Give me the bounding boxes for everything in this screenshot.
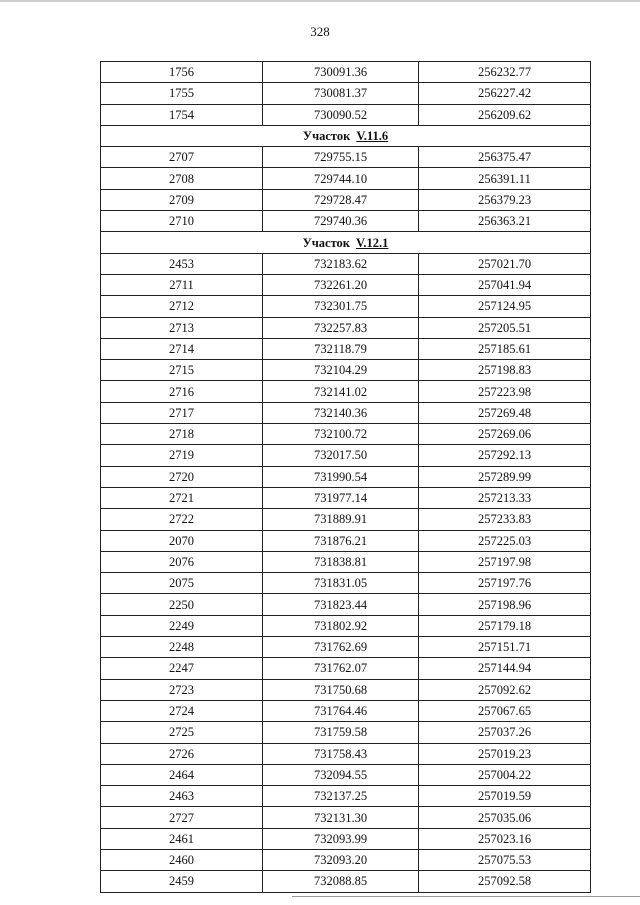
x-coordinate-cell: 732093.99 [263,828,419,849]
y-coordinate-cell: 257223.98 [419,381,591,402]
point-number-cell: 2717 [101,402,263,423]
x-coordinate-cell: 732088.85 [263,871,419,892]
y-coordinate-cell: 256227.42 [419,83,591,104]
x-coordinate-cell: 731889.91 [263,509,419,530]
table-row [101,466,591,487]
point-number-cell: 2708 [101,168,263,189]
x-coordinate-cell: 730090.52 [263,104,419,125]
x-coordinate-cell: 731990.54 [263,466,419,487]
point-number-cell: 2249 [101,615,263,636]
page-top-edge [0,0,640,2]
table-row [101,594,591,615]
x-coordinate-cell: 731876.21 [263,530,419,551]
point-number-cell: 2461 [101,828,263,849]
point-number-cell: 2724 [101,700,263,721]
y-coordinate-cell: 257144.94 [419,658,591,679]
table-row [101,168,591,189]
y-coordinate-cell: 257067.65 [419,700,591,721]
table-row [101,764,591,785]
point-number-cell: 2459 [101,871,263,892]
y-coordinate-cell: 257198.83 [419,360,591,381]
y-coordinate-cell: 256391.11 [419,168,591,189]
table-row [101,189,591,210]
point-number-cell: 2726 [101,743,263,764]
y-coordinate-cell: 256375.47 [419,147,591,168]
y-coordinate-cell: 257198.96 [419,594,591,615]
section-label: Участок [302,129,351,144]
y-coordinate-cell: 257205.51 [419,317,591,338]
x-coordinate-cell: 730081.37 [263,83,419,104]
y-coordinate-cell: 257124.95 [419,296,591,317]
x-coordinate-cell: 732017.50 [263,445,419,466]
table-row [101,615,591,636]
point-number-cell: 2720 [101,466,263,487]
table-row [101,487,591,508]
point-number-cell: 2719 [101,445,263,466]
table-row [101,807,591,828]
point-number-cell: 2460 [101,849,263,870]
y-coordinate-cell: 256232.77 [419,62,591,83]
coordinates-table-body [101,62,591,893]
table-row [101,828,591,849]
x-coordinate-cell: 729740.36 [263,211,419,232]
x-coordinate-cell: 732301.75 [263,296,419,317]
table-row [101,274,591,295]
table-row [101,360,591,381]
section-label: Участок [302,235,351,250]
page-bottom-rule [292,896,640,897]
y-coordinate-cell: 257075.53 [419,849,591,870]
y-coordinate-cell: 257151.71 [419,637,591,658]
point-number-cell: 2718 [101,424,263,445]
table-row [101,424,591,445]
y-coordinate-cell: 257292.13 [419,445,591,466]
point-number-cell: 2727 [101,807,263,828]
y-coordinate-cell: 257037.26 [419,722,591,743]
section-heading [101,125,591,146]
point-number-cell: 1756 [101,62,263,83]
y-coordinate-cell: 257269.48 [419,402,591,423]
point-number-cell: 1755 [101,83,263,104]
point-number-cell: 2712 [101,296,263,317]
table-row [101,147,591,168]
x-coordinate-cell: 732104.29 [263,360,419,381]
x-coordinate-cell: 732100.72 [263,424,419,445]
point-number-cell: 2710 [101,211,263,232]
x-coordinate-cell: 731831.05 [263,573,419,594]
point-number-cell: 2713 [101,317,263,338]
point-number-cell: 2248 [101,637,263,658]
section-code: V.11.6 [356,129,389,144]
y-coordinate-cell: 257019.23 [419,743,591,764]
table-row [101,381,591,402]
x-coordinate-cell: 731838.81 [263,551,419,572]
x-coordinate-cell: 732140.36 [263,402,419,423]
table-row [101,509,591,530]
table-row [101,573,591,594]
y-coordinate-cell: 257289.99 [419,466,591,487]
x-coordinate-cell: 729744.10 [263,168,419,189]
table-row [101,253,591,274]
table-row [101,679,591,700]
table-row [101,786,591,807]
point-number-cell: 2076 [101,551,263,572]
x-coordinate-cell: 732141.02 [263,381,419,402]
x-coordinate-cell: 731762.07 [263,658,419,679]
y-coordinate-cell: 257197.76 [419,573,591,594]
section-row [101,232,591,253]
point-number-cell: 2716 [101,381,263,402]
table-row [101,658,591,679]
y-coordinate-cell: 257179.18 [419,615,591,636]
x-coordinate-cell: 731750.68 [263,679,419,700]
table-row [101,849,591,870]
coordinates-table [100,61,591,893]
x-coordinate-cell: 732183.62 [263,253,419,274]
table-row [101,551,591,572]
y-coordinate-cell: 257185.61 [419,338,591,359]
table-row [101,211,591,232]
point-number-cell: 2463 [101,786,263,807]
y-coordinate-cell: 257269.06 [419,424,591,445]
point-number-cell: 2709 [101,189,263,210]
point-number-cell: 1754 [101,104,263,125]
point-number-cell: 2722 [101,509,263,530]
table-row [101,104,591,125]
point-number-cell: 2715 [101,360,263,381]
x-coordinate-cell: 732093.20 [263,849,419,870]
section-heading [101,232,591,253]
table-row [101,530,591,551]
point-number-cell: 2464 [101,764,263,785]
point-number-cell: 2250 [101,594,263,615]
point-number-cell: 2453 [101,253,263,274]
y-coordinate-cell: 257035.06 [419,807,591,828]
table-row [101,722,591,743]
y-coordinate-cell: 257021.70 [419,253,591,274]
point-number-cell: 2725 [101,722,263,743]
y-coordinate-cell: 257004.22 [419,764,591,785]
x-coordinate-cell: 732094.55 [263,764,419,785]
x-coordinate-cell: 731764.46 [263,700,419,721]
page-number: 328 [310,24,330,39]
point-number-cell: 2714 [101,338,263,359]
x-coordinate-cell: 731759.58 [263,722,419,743]
table-row [101,402,591,423]
table-row [101,700,591,721]
x-coordinate-cell: 731758.43 [263,743,419,764]
x-coordinate-cell: 732137.25 [263,786,419,807]
table-row [101,338,591,359]
point-number-cell: 2723 [101,679,263,700]
table-row [101,62,591,83]
table-row [101,445,591,466]
x-coordinate-cell: 732261.20 [263,274,419,295]
y-coordinate-cell: 257019.59 [419,786,591,807]
y-coordinate-cell: 257225.03 [419,530,591,551]
point-number-cell: 2721 [101,487,263,508]
table-row [101,296,591,317]
x-coordinate-cell: 731802.92 [263,615,419,636]
point-number-cell: 2075 [101,573,263,594]
table-row [101,317,591,338]
y-coordinate-cell: 257041.94 [419,274,591,295]
table-row [101,871,591,892]
section-code: V.12.1 [356,235,389,250]
y-coordinate-cell: 257092.62 [419,679,591,700]
x-coordinate-cell: 732118.79 [263,338,419,359]
table-row [101,637,591,658]
table-row [101,83,591,104]
y-coordinate-cell: 257197.98 [419,551,591,572]
y-coordinate-cell: 257023.16 [419,828,591,849]
point-number-cell: 2070 [101,530,263,551]
x-coordinate-cell: 729728.47 [263,189,419,210]
y-coordinate-cell: 256209.62 [419,104,591,125]
section-row [101,125,591,146]
x-coordinate-cell: 732257.83 [263,317,419,338]
x-coordinate-cell: 729755.15 [263,147,419,168]
point-number-cell: 2711 [101,274,263,295]
y-coordinate-cell: 257092.58 [419,871,591,892]
y-coordinate-cell: 256379.23 [419,189,591,210]
y-coordinate-cell: 257233.83 [419,509,591,530]
y-coordinate-cell: 256363.21 [419,211,591,232]
x-coordinate-cell: 731823.44 [263,594,419,615]
table-row [101,743,591,764]
x-coordinate-cell: 730091.36 [263,62,419,83]
x-coordinate-cell: 731977.14 [263,487,419,508]
y-coordinate-cell: 257213.33 [419,487,591,508]
x-coordinate-cell: 732131.30 [263,807,419,828]
point-number-cell: 2247 [101,658,263,679]
x-coordinate-cell: 731762.69 [263,637,419,658]
point-number-cell: 2707 [101,147,263,168]
